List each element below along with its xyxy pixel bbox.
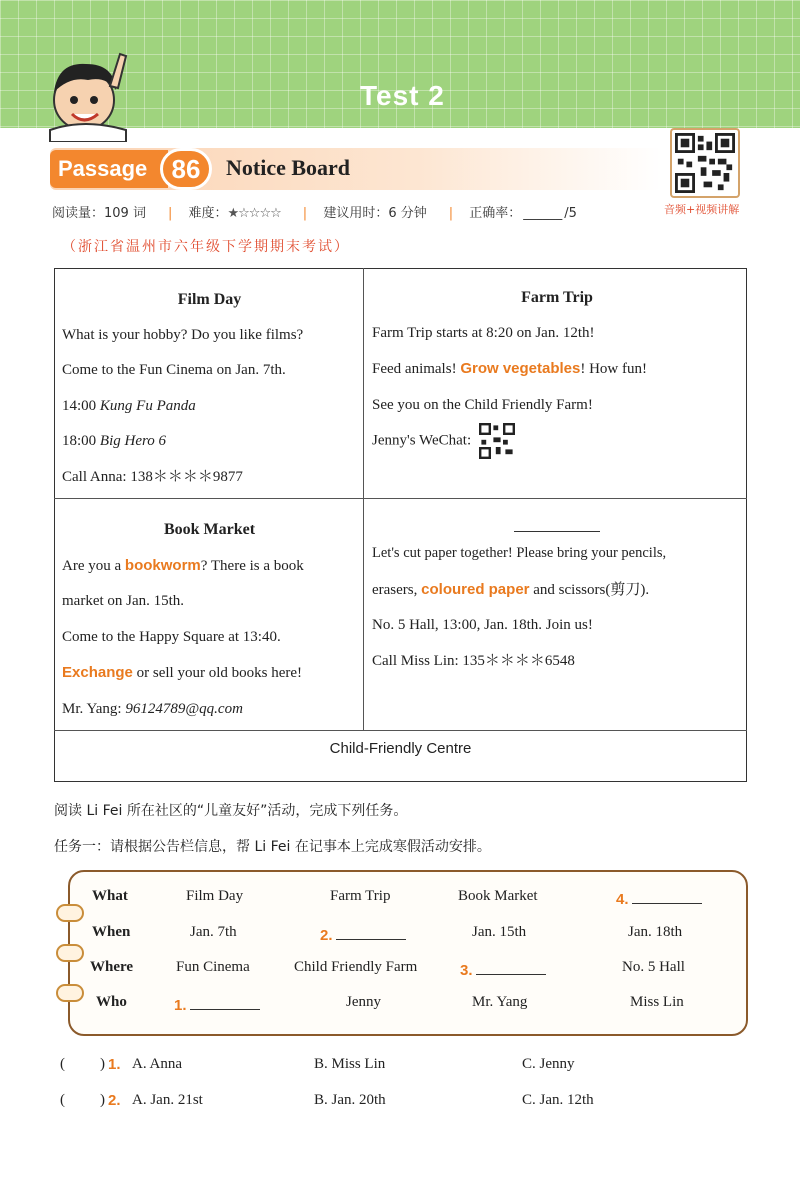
book-text-c: ? There is a book: [200, 557, 304, 574]
what-3: Book Market: [458, 888, 538, 904]
when-4: Jan. 18th: [628, 924, 683, 940]
when-1: Jan. 7th: [190, 924, 237, 940]
when-2-blank[interactable]: [320, 924, 406, 945]
showtime-2: 18:00: [62, 433, 97, 450]
who-4: Miss Lin: [630, 994, 684, 1010]
paper-text-a: erasers,: [372, 581, 418, 598]
blank-title-line: [514, 512, 600, 532]
passage-title: Notice Board: [226, 155, 351, 180]
book-market-line2: market on Jan. 15th.: [62, 593, 185, 610]
qr-code-icon[interactable]: [670, 128, 740, 198]
blank-number-2: 2.: [320, 927, 333, 944]
row-label-who: Who: [96, 994, 127, 1010]
book-text-a: Are you a: [62, 557, 122, 574]
passage-tag: Passage: [50, 150, 168, 188]
word-count: 阅读量：109 词: [52, 206, 146, 221]
book-market-line4: [62, 655, 357, 692]
movie-1: Kung Fu Panda: [99, 397, 196, 414]
exam-source: （浙江省温州市六年级下学期期末考试）: [62, 239, 350, 255]
paper-cut-call: Call Miss Lin: 135＊＊＊＊6548: [372, 652, 575, 669]
book-market-notice: [62, 512, 357, 728]
when-3: Jan. 15th: [472, 924, 527, 940]
wechat-qr-icon[interactable]: [479, 423, 515, 459]
board-divider-vertical: [363, 268, 364, 730]
paper-cut-line1: Let's cut paper together! Please bring your pencils,: [372, 545, 667, 561]
notebook-row-who: [72, 994, 732, 1029]
film-day-line1: What is your hobby? Do you like films?: [62, 326, 304, 343]
board-footer: Child-Friendly Centre: [329, 740, 472, 757]
film-day-showtime-2: [62, 424, 357, 460]
farm-trip-title: Farm Trip: [521, 289, 593, 306]
board-divider-footer: [54, 730, 747, 731]
option-c[interactable]: C. Jenny: [522, 1056, 575, 1072]
blank-number-3: 3.: [460, 962, 473, 979]
answer-bracket-close[interactable]: ): [100, 1092, 105, 1108]
cartoon-boy-illustration: [40, 46, 132, 142]
book-text-4b: or sell your old books here!: [132, 665, 303, 682]
instruction-line-1: 阅读 Li Fei 所在社区的“儿童友好”活动，完成下列任务。: [54, 803, 408, 819]
farm-highlight: Grow vegetables: [460, 360, 581, 378]
answer-blank[interactable]: [190, 994, 260, 1010]
film-day-line2: Come to the Fun Cinema on Jan. 7th.: [62, 362, 286, 379]
farm-trip-notice: [372, 280, 742, 459]
notebook-row-what: [72, 888, 732, 923]
blank-number-4: 4.: [616, 891, 629, 908]
farm-trip-line3: See you on the Child Friendly Farm!: [372, 396, 593, 413]
where-4: No. 5 Hall: [622, 959, 685, 975]
instruction-line-2: 任务一：请根据公告栏信息，帮 Li Fei 在记事本上完成寒假活动安排。: [54, 839, 491, 855]
option-c[interactable]: C. Jan. 12th: [522, 1092, 594, 1108]
book-market-title: Book Market: [163, 521, 256, 538]
time-suggestion: 建议用时：6 分钟: [323, 206, 427, 221]
farm-trip-wechat: [372, 423, 742, 459]
film-day-notice: [62, 282, 357, 496]
accuracy-total: /5: [564, 206, 577, 221]
option-a[interactable]: A. Jan. 21st: [132, 1092, 203, 1108]
what-2: Farm Trip: [330, 888, 391, 904]
difficulty-label: 难度：: [188, 206, 228, 221]
movie-2: Big Hero 6: [99, 433, 167, 450]
option-b[interactable]: B. Jan. 20th: [314, 1092, 386, 1108]
board-divider-horizontal: [54, 498, 747, 499]
question-number: 1.: [108, 1056, 121, 1073]
option-b[interactable]: B. Miss Lin: [314, 1056, 386, 1072]
paper-highlight: coloured paper: [421, 580, 530, 598]
blank-number-1: 1.: [174, 997, 187, 1014]
who-2: Jenny: [346, 994, 381, 1010]
book-highlight-1: bookworm: [124, 556, 201, 574]
film-day-title: Film Day: [177, 291, 242, 308]
answer-bracket-open[interactable]: (: [60, 1092, 65, 1108]
who-3: Mr. Yang: [472, 994, 528, 1010]
contact-label: Mr. Yang:: [62, 700, 122, 717]
book-highlight-2: Exchange: [62, 664, 133, 682]
paper-cut-line2: [372, 572, 742, 609]
farm-text-a: Feed animals!: [372, 361, 457, 378]
paper-cut-notice: [372, 512, 742, 679]
test-title: Test 2: [360, 80, 445, 111]
what-1: Film Day: [186, 888, 244, 904]
farm-trip-line2: [372, 351, 742, 388]
what-4-blank[interactable]: [616, 888, 702, 909]
farm-text-c: ! How fun!: [580, 361, 648, 378]
showtime-1: 14:00: [62, 397, 97, 414]
wechat-label: Jenny's WeChat:: [372, 432, 472, 449]
option-a[interactable]: A. Anna: [132, 1056, 182, 1072]
accuracy-blank[interactable]: ______: [523, 206, 563, 221]
film-day-call: Call Anna: 138＊＊＊＊9877: [62, 468, 243, 485]
answer-blank[interactable]: [476, 959, 546, 975]
answer-blank[interactable]: [336, 924, 406, 940]
where-2: Child Friendly Farm: [294, 959, 418, 975]
book-market-line3: Come to the Happy Square at 13:40.: [62, 628, 281, 645]
paper-text-c: and scissors(剪刀).: [533, 581, 650, 598]
row-label-when: When: [92, 924, 131, 940]
notebook-row-where: [72, 959, 732, 994]
answer-blank[interactable]: [632, 888, 702, 904]
who-1-blank[interactable]: [174, 994, 260, 1015]
qr-caption: 音频+视频讲解: [664, 203, 740, 216]
book-market-contact: [62, 692, 357, 728]
difficulty-stars-icon: ★☆☆☆☆: [227, 206, 281, 221]
row-label-what: What: [92, 888, 128, 904]
farm-trip-line1: Farm Trip starts at 8:20 on Jan. 12th!: [372, 324, 595, 341]
meta-line: 阅读量：109 词 | 难度：★☆☆☆☆ | 建议用时：6 分钟 | 正确率： ______ /5: [52, 206, 577, 221]
where-3-blank[interactable]: [460, 959, 546, 980]
question-number: 2.: [108, 1092, 121, 1109]
where-1: Fun Cinema: [176, 959, 250, 975]
answer-bracket-close[interactable]: ): [100, 1056, 105, 1072]
accuracy-label: 正确率：: [469, 206, 522, 221]
notebook-row-when: [72, 924, 732, 959]
passage-number: 86: [160, 148, 212, 190]
answer-bracket-open[interactable]: (: [60, 1056, 65, 1072]
paper-cut-line3: No. 5 Hall, 13:00, Jan. 18th. Join us!: [372, 617, 593, 634]
contact-email: 96124789@qq.com: [125, 700, 243, 717]
row-label-where: Where: [90, 959, 134, 975]
film-day-showtime-1: [62, 389, 357, 425]
book-market-line1: [62, 548, 357, 585]
